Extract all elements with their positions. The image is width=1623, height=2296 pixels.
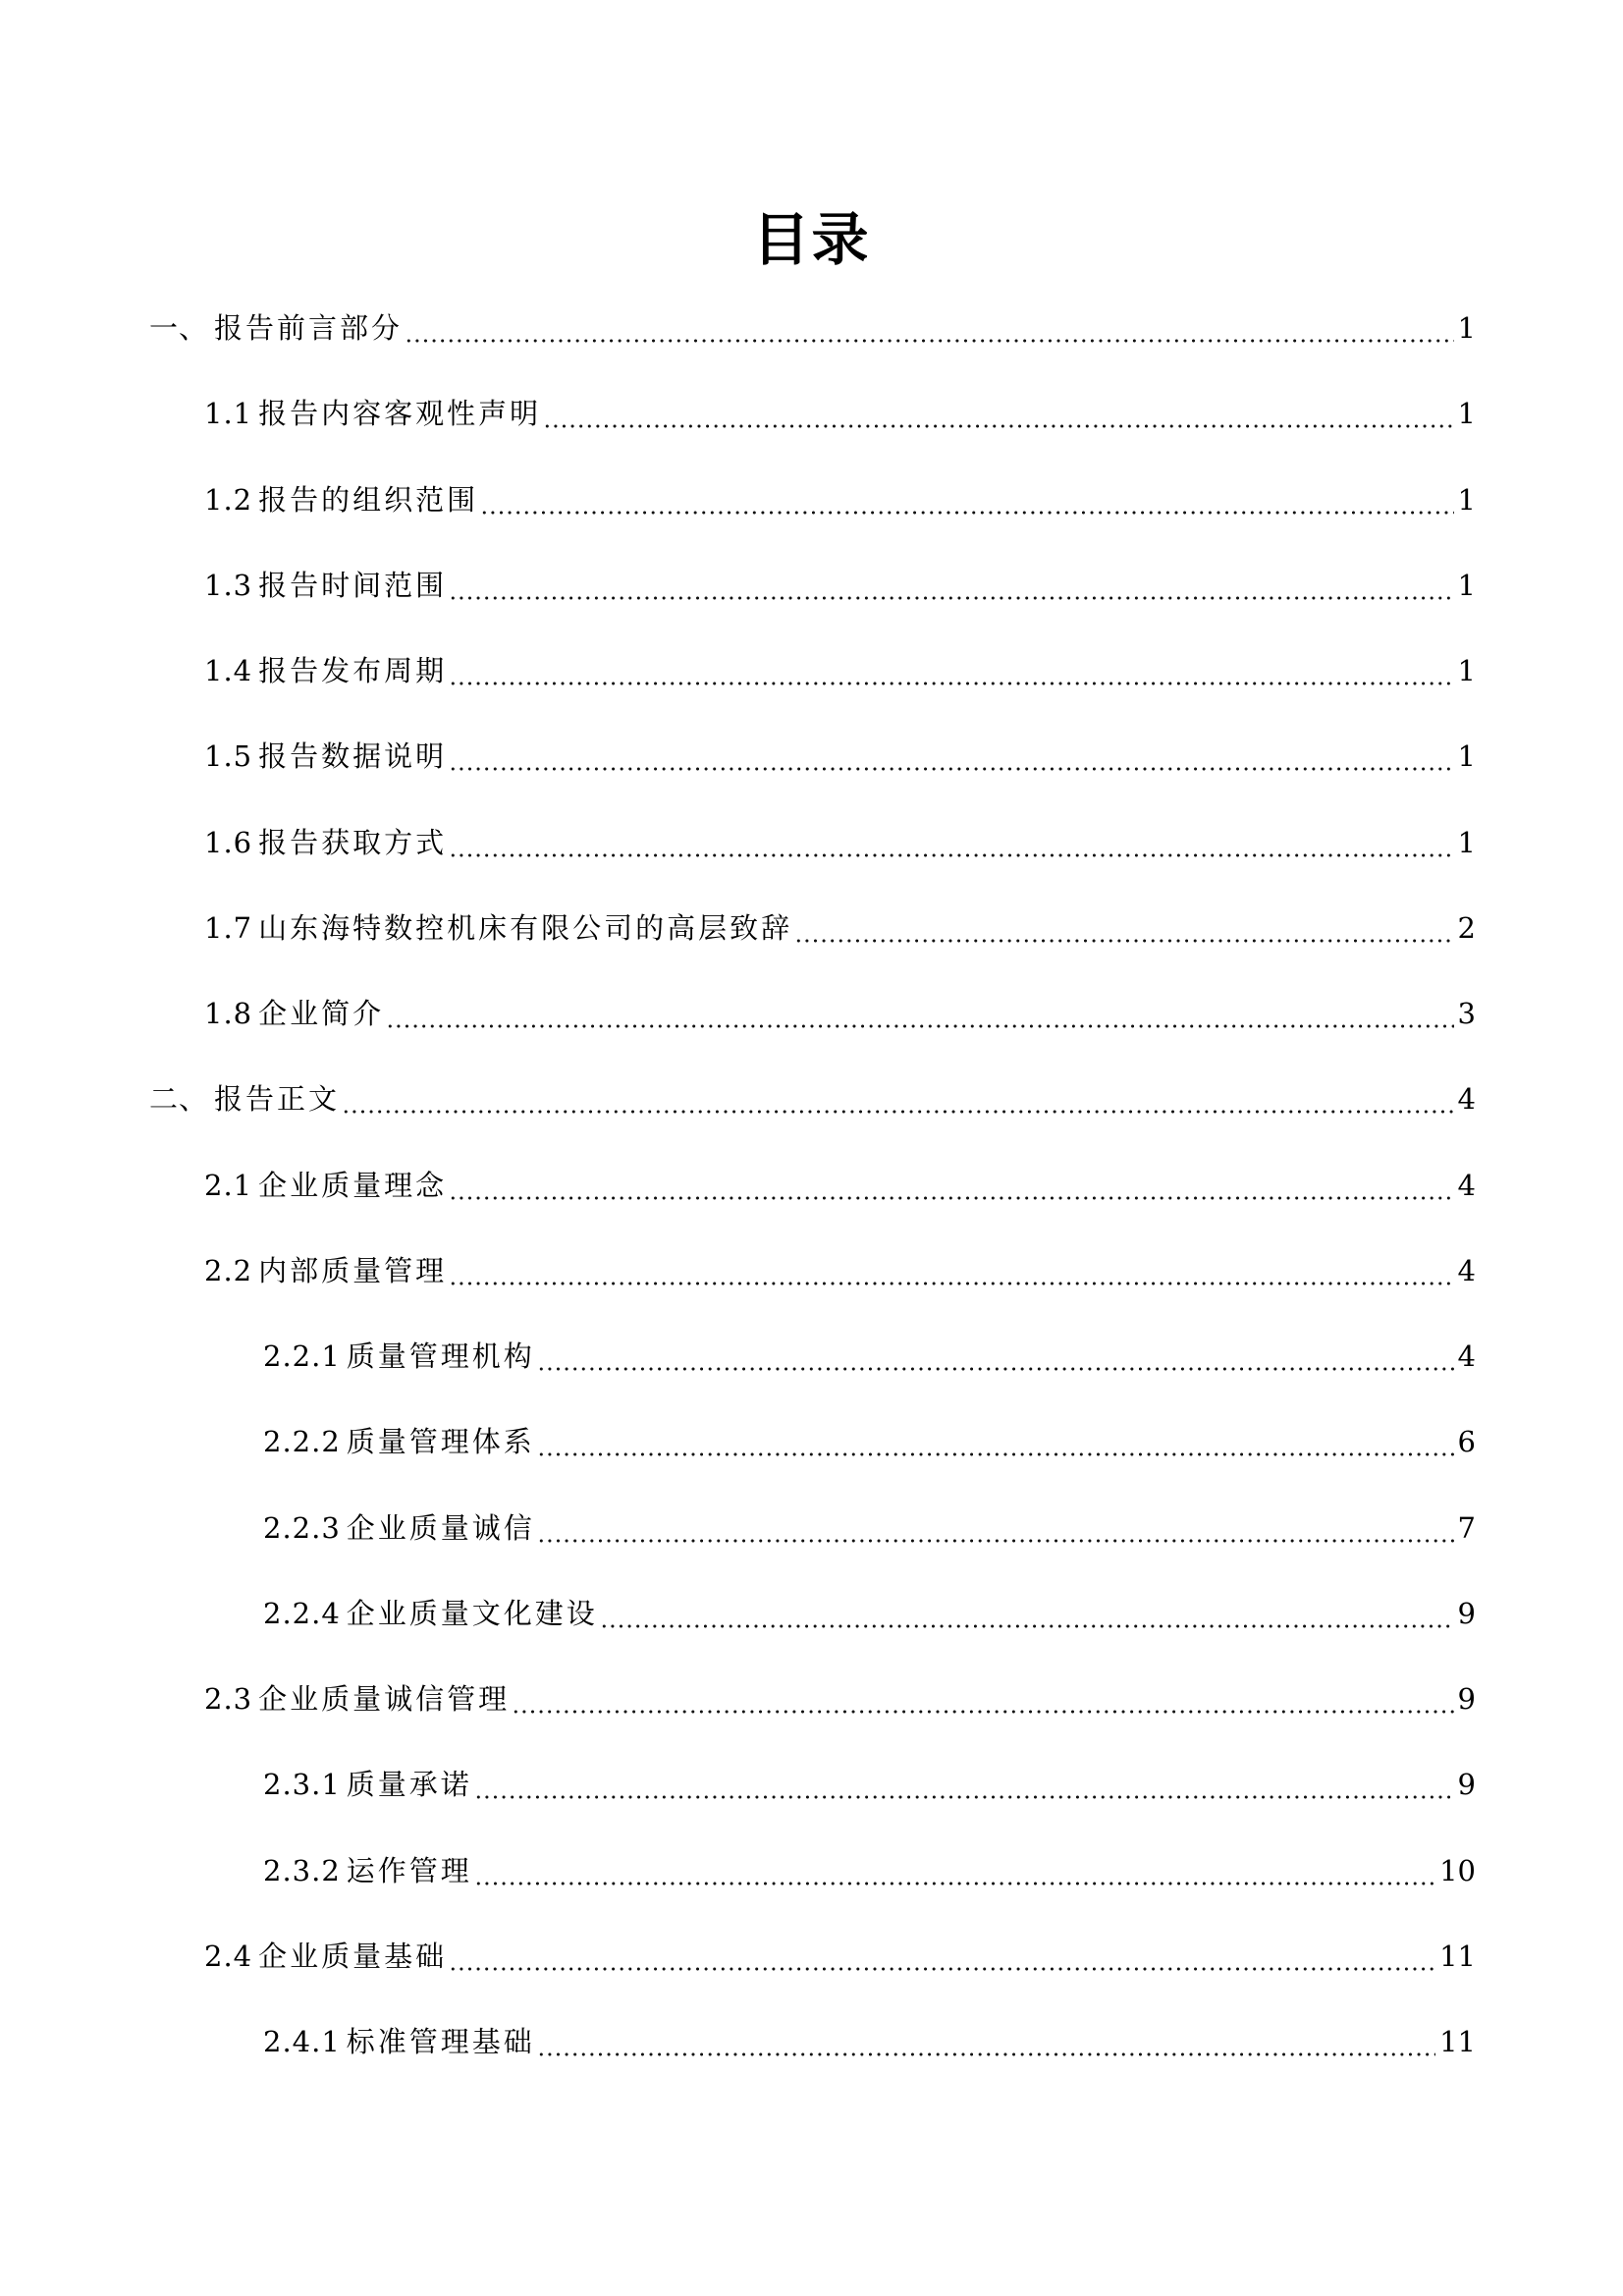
toc-number: 2.2.3 bbox=[263, 1510, 341, 1545]
toc-line bbox=[263, 1763, 1476, 1806]
toc-page-number: 1 bbox=[1457, 397, 1476, 431]
toc-label: 内部质量管理 bbox=[258, 1253, 448, 1287]
dot-leader bbox=[537, 1335, 1454, 1378]
toc-line bbox=[204, 1677, 1476, 1721]
toc-number: 2.2 bbox=[204, 1253, 253, 1287]
dot-leader bbox=[449, 1164, 1453, 1207]
toc-entry[interactable] bbox=[0, 821, 1623, 906]
toc-number: 2.2.2 bbox=[263, 1425, 341, 1459]
dot-leader bbox=[537, 2020, 1435, 2063]
toc-number: 1.5 bbox=[204, 739, 253, 774]
toc-entry[interactable] bbox=[0, 306, 1623, 392]
toc-entry[interactable] bbox=[0, 564, 1623, 649]
toc-entry[interactable] bbox=[0, 906, 1623, 992]
dot-leader bbox=[537, 1506, 1454, 1550]
toc-line bbox=[204, 649, 1476, 692]
toc-entry[interactable] bbox=[0, 392, 1623, 477]
toc-line bbox=[149, 306, 1476, 350]
toc-label: 报告时间范围 bbox=[258, 568, 448, 602]
toc-number: 2.1 bbox=[204, 1168, 253, 1202]
toc-number: 1.3 bbox=[204, 568, 253, 602]
toc-page-number: 11 bbox=[1439, 1939, 1476, 1973]
dot-leader bbox=[405, 306, 1454, 350]
dot-leader bbox=[449, 1249, 1453, 1292]
dot-leader bbox=[480, 478, 1453, 521]
toc-label: 报告前言部分 bbox=[214, 311, 404, 345]
toc-entry[interactable] bbox=[0, 478, 1623, 564]
toc-entry[interactable] bbox=[0, 1335, 1623, 1420]
toc-page-number: 1 bbox=[1457, 654, 1476, 687]
toc-page-number: 9 bbox=[1457, 1682, 1476, 1716]
toc-line bbox=[204, 821, 1476, 864]
toc-page-number: 4 bbox=[1457, 1168, 1476, 1202]
toc-line bbox=[204, 906, 1476, 950]
toc-line bbox=[204, 564, 1476, 607]
toc-label: 企业质量理念 bbox=[258, 1168, 448, 1202]
toc-label: 报告正文 bbox=[214, 1082, 341, 1117]
toc-label: 报告数据说明 bbox=[258, 739, 448, 774]
dot-leader bbox=[342, 1077, 1454, 1121]
toc-label: 山东海特数控机床有限公司的高层致辞 bbox=[258, 910, 793, 945]
dot-leader bbox=[600, 1592, 1454, 1635]
dot-leader bbox=[449, 564, 1453, 607]
dot-leader bbox=[449, 735, 1453, 778]
toc-entry[interactable] bbox=[0, 649, 1623, 735]
toc-number: 2.2.1 bbox=[263, 1339, 341, 1373]
toc-label: 标准管理基础 bbox=[346, 2025, 535, 2058]
toc-number: 2.3.1 bbox=[263, 1768, 341, 1802]
toc-page-number: 9 bbox=[1457, 1768, 1476, 1802]
dot-leader bbox=[474, 1763, 1454, 1806]
dot-leader bbox=[474, 1849, 1435, 1892]
toc-line bbox=[149, 1077, 1476, 1121]
toc-number: 1.7 bbox=[204, 910, 253, 945]
toc-entry[interactable] bbox=[0, 1763, 1623, 1848]
toc-number: 2.4.1 bbox=[263, 2025, 341, 2058]
toc-line bbox=[204, 1249, 1476, 1292]
toc-label: 企业质量诚信管理 bbox=[258, 1682, 511, 1716]
toc-page-number: 1 bbox=[1457, 311, 1476, 345]
toc-label: 报告发布周期 bbox=[258, 654, 448, 687]
toc-label: 企业简介 bbox=[258, 997, 385, 1030]
toc-line bbox=[263, 2020, 1476, 2063]
page-title: 目录 bbox=[752, 206, 871, 273]
toc-page-number: 2 bbox=[1457, 910, 1476, 945]
toc-label: 报告内容客观性声明 bbox=[258, 397, 542, 431]
dot-leader bbox=[537, 1420, 1454, 1463]
toc-number: 1.6 bbox=[204, 825, 253, 859]
toc-page-number: 1 bbox=[1457, 825, 1476, 859]
toc-line bbox=[263, 1506, 1476, 1550]
toc-line bbox=[263, 1420, 1476, 1463]
toc-page-number: 9 bbox=[1457, 1596, 1476, 1630]
toc-entry[interactable] bbox=[0, 1420, 1623, 1505]
toc-line bbox=[263, 1335, 1476, 1378]
toc-label: 企业质量文化建设 bbox=[346, 1596, 598, 1630]
toc-line bbox=[204, 392, 1476, 435]
toc-entry[interactable] bbox=[0, 992, 1623, 1077]
toc-page-number: 11 bbox=[1439, 2025, 1476, 2058]
dot-leader bbox=[449, 649, 1453, 692]
toc-line bbox=[204, 735, 1476, 778]
toc-number: 二、 bbox=[149, 1082, 209, 1117]
toc-entry[interactable] bbox=[0, 735, 1623, 820]
toc-number: 一、 bbox=[149, 311, 209, 345]
toc-label: 质量管理机构 bbox=[346, 1339, 535, 1373]
toc-number: 1.8 bbox=[204, 997, 253, 1030]
toc-page-number: 4 bbox=[1457, 1082, 1476, 1117]
toc-page-number: 4 bbox=[1457, 1253, 1476, 1287]
toc-entry[interactable] bbox=[0, 1249, 1623, 1335]
toc-page-number: 1 bbox=[1457, 739, 1476, 774]
toc-page-number: 7 bbox=[1457, 1510, 1476, 1545]
toc-entry[interactable] bbox=[0, 1164, 1623, 1249]
toc-label: 运作管理 bbox=[346, 1853, 472, 1887]
toc-page-number: 10 bbox=[1439, 1853, 1476, 1887]
toc-number: 1.1 bbox=[204, 397, 253, 431]
toc-label: 报告获取方式 bbox=[258, 825, 448, 859]
toc-entry[interactable] bbox=[0, 1592, 1623, 1677]
toc-line bbox=[263, 1592, 1476, 1635]
dot-leader bbox=[512, 1677, 1453, 1721]
toc-page-number: 4 bbox=[1457, 1339, 1476, 1373]
toc-page-number: 1 bbox=[1457, 568, 1476, 602]
dot-leader bbox=[543, 392, 1453, 435]
toc-number: 2.2.4 bbox=[263, 1596, 341, 1630]
toc-entry[interactable] bbox=[0, 1077, 1623, 1163]
dot-leader bbox=[449, 821, 1453, 864]
dot-leader bbox=[386, 992, 1453, 1035]
toc-label: 企业质量基础 bbox=[258, 1939, 448, 1973]
toc-label: 质量管理体系 bbox=[346, 1425, 535, 1459]
toc-entry[interactable] bbox=[0, 2020, 1623, 2105]
toc-number: 2.3.2 bbox=[263, 1853, 341, 1887]
toc-entry[interactable] bbox=[0, 1506, 1623, 1592]
toc-line bbox=[204, 992, 1476, 1035]
toc-line bbox=[263, 1849, 1476, 1892]
toc-number: 1.2 bbox=[204, 482, 253, 517]
toc-number: 2.3 bbox=[204, 1682, 253, 1716]
toc-label: 报告的组织范围 bbox=[258, 482, 479, 517]
toc-label: 质量承诺 bbox=[346, 1768, 472, 1802]
toc-entry[interactable] bbox=[0, 1849, 1623, 1935]
toc-page-number: 6 bbox=[1457, 1425, 1476, 1459]
toc-line bbox=[204, 1935, 1476, 1978]
toc-line bbox=[204, 478, 1476, 521]
table-of-contents bbox=[0, 306, 1623, 2105]
toc-label: 企业质量诚信 bbox=[346, 1510, 535, 1545]
dot-leader bbox=[449, 1935, 1435, 1978]
toc-entry[interactable] bbox=[0, 1935, 1623, 2020]
toc-page-number: 3 bbox=[1457, 997, 1476, 1030]
toc-entry[interactable] bbox=[0, 1677, 1623, 1763]
toc-line bbox=[204, 1164, 1476, 1207]
toc-number: 2.4 bbox=[204, 1939, 253, 1973]
dot-leader bbox=[794, 906, 1453, 950]
toc-page-number: 1 bbox=[1457, 482, 1476, 517]
toc-number: 1.4 bbox=[204, 654, 253, 687]
